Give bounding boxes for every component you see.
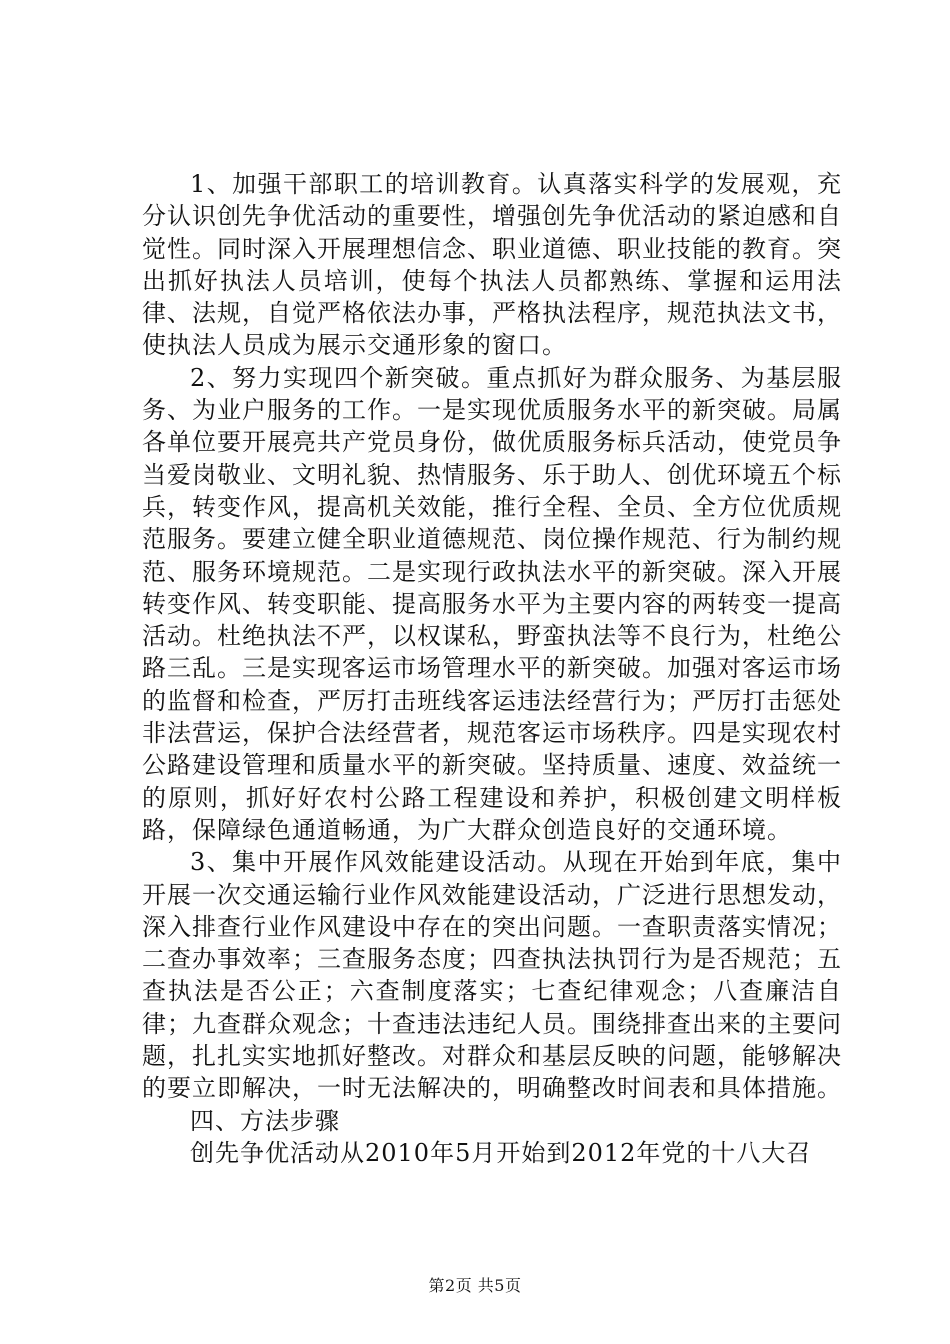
- paragraph-schedule: 创先争优活动从2010年5月开始到2012年党的十八大召: [190, 1138, 812, 1167]
- page-footer: 第2页 共5页: [428, 1276, 522, 1295]
- section-heading-methods: 四、方法步骤: [190, 1106, 340, 1135]
- paragraph-efficiency-campaign: 3、集中开展作风效能建设活动。从现在开始到年底，集中开展一次交通运输行业作风效能建设活动，广泛进行思想发动，深入排查行业作风建设中存在的突出问题。一查职责落实情况；二查办事效率；三查服务态度；四查执法执罚行为是否规范；五查执法是否公正；六查制度落实；七查纪律观念；八查廉洁自律；九查群众观念；十查违法违纪人员。围绕排查出来的主要问题，扎扎实实地抓好整改。对群众和基层反映的问题，能够解决的要立即解决，一时无法解决的，明确整改时间表和具体措施。: [142, 848, 842, 1103]
- document-body: [142, 168, 842, 1169]
- paragraph-training: 1、加强干部职工的培训教育。认真落实科学的发展观，充分认识创先争优活动的重要性，增强创先争优活动的紧迫感和自觉性。同时深入开展理想信念、职业道德、职业技能的教育。突出抓好执法人员培训，使每个执法人员都熟练、掌握和运用法律、法规，自觉严格依法办事，严格执法程序，规范执法文书，使执法人员成为展示交通形象的窗口。: [142, 170, 842, 360]
- paragraph-breakthroughs: 2、努力实现四个新突破。重点抓好为群众服务、为基层服务、为业户服务的工作。一是实现优质服务水平的新突破。局属各单位要开展亮共产党员身份，做优质服务标兵活动，使党员争当爱岗敬业、文明礼貌、热情服务、乐于助人、创优环境五个标兵，转变作风，提高机关效能，推行全程、全员、全方位优质规范服务。要建立健全职业道德规范、岗位操作规范、行为制约规范、服务环境规范。二是实现行政执法水平的新突破。深入开展转变作风、转变职能、提高服务水平为主要内容的两转变一提高活动。杜绝执法不严，以权谋私，野蛮执法等不良行为，杜绝公路三乱。三是实现客运市场管理水平的新突破。加强对客运市场的监督和检查，严厉打击班线客运违法经营行为；严厉打击惩处非法营运，保护合法经营者，规范客运市场秩序。四是实现农村公路建设管理和质量水平的新突破。坚持质量、速度、效益统一的原则，抓好好农村公路工程建设和养护，积极创建文明样板路，保障绿色通道畅通，为广大群众创造良好的交通环境。: [142, 363, 842, 844]
